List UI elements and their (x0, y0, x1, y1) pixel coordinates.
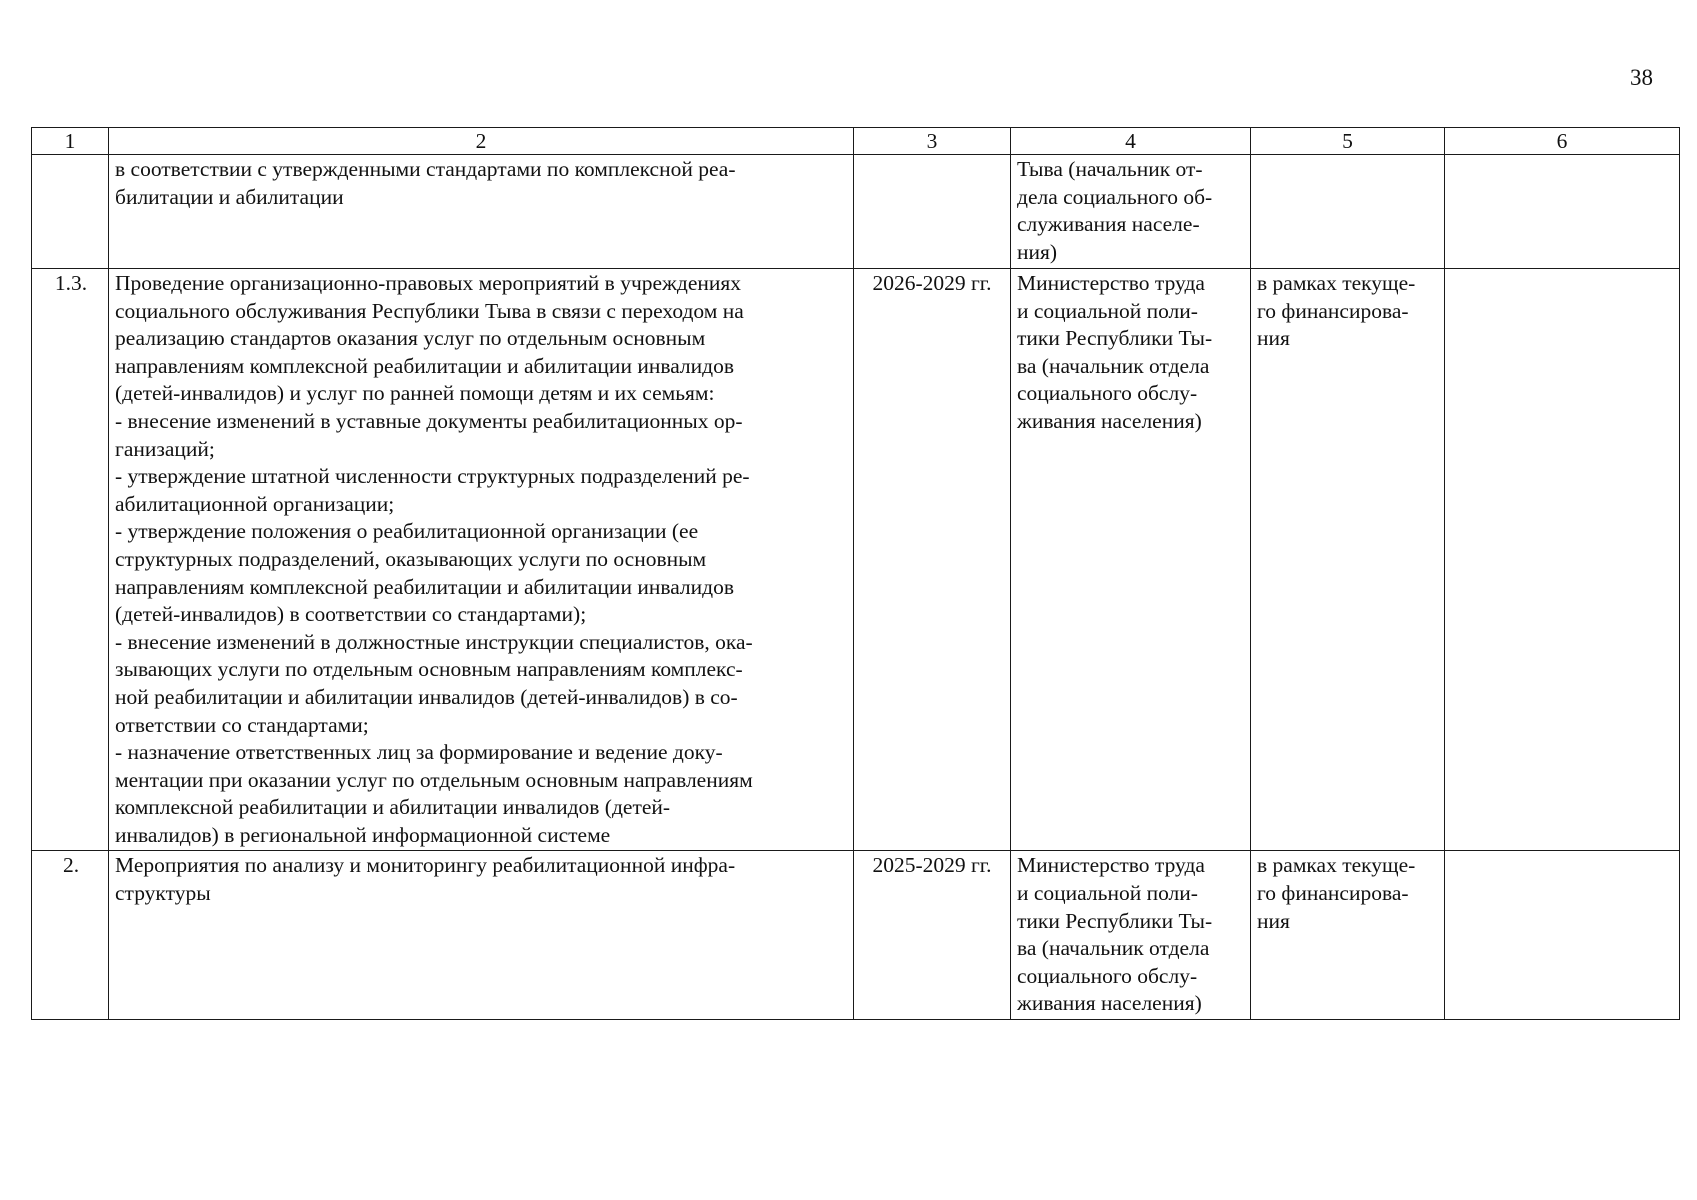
responsible-line: и социальной поли- (1017, 298, 1198, 323)
financing-line: ния (1257, 326, 1290, 351)
responsible-line: дела социального об- (1017, 184, 1213, 209)
implementation-period (854, 155, 1011, 269)
description-line: инвалидов) в региональной информационной системе (115, 822, 611, 847)
table-header-row (32, 128, 1680, 155)
table-row (32, 851, 1680, 1020)
measures-table (31, 127, 1680, 1020)
column-6-cell (1445, 851, 1680, 1020)
responsible-line: живания населения) (1017, 408, 1202, 433)
description-line: зывающих услуги по отдельным основным направлениям комплекс- (115, 657, 743, 682)
description-line: ответствии со стандартами; (115, 712, 369, 737)
column-header-5: 5 (1251, 128, 1445, 155)
column-6-cell (1445, 269, 1680, 851)
responsible-line: ва (начальник отдела (1017, 936, 1210, 961)
description-line: Проведение организационно-правовых мероприятий в учреждениях (115, 271, 742, 295)
implementation-period: 2026-2029 гг. (854, 269, 1011, 851)
financing-line: го финансирова- (1257, 881, 1409, 906)
description-line: структурных подразделений, оказывающих услуги по основным (115, 546, 707, 571)
responsible-line: Министерство труда (1017, 853, 1205, 878)
description-line: билитации и абилитации (115, 184, 344, 209)
description-line: (детей-инвалидов) и услуг по ранней помощи детям и их семьям: (115, 381, 715, 406)
page-number: 38 (1630, 65, 1653, 90)
responsible-line: Министерство труда (1017, 271, 1205, 295)
responsible-line: социального обслу- (1017, 963, 1198, 988)
measure-description (109, 155, 854, 269)
financing-line: в рамках текуще- (1257, 853, 1416, 878)
description-line: направлениям комплексной реабилитации и абилитации инвалидов (115, 574, 735, 599)
description-line: в соответствии с утвержденными стандартами по комплексной реа- (115, 157, 736, 181)
column-header-3: 3 (854, 128, 1011, 155)
table-row (32, 155, 1680, 269)
table-row (32, 269, 1680, 851)
measure-description (109, 851, 854, 1020)
column-header-1: 1 (32, 128, 109, 155)
description-line: социального обслуживания Республики Тыва в связи с переходом на (115, 298, 744, 323)
description-line: ганизаций; (115, 436, 215, 461)
description-line: реализацию стандартов оказания услуг по отдельным основным (115, 326, 706, 351)
description-line: - утверждение положения о реабилитационной организации (ее (115, 519, 699, 544)
financing-source (1251, 155, 1445, 269)
implementation-period: 2025-2029 гг. (854, 851, 1011, 1020)
column-header-4: 4 (1011, 128, 1251, 155)
responsible-line: ва (начальник отдела (1017, 353, 1210, 378)
responsible-line: живания населения) (1017, 991, 1202, 1016)
financing-line: го финансирова- (1257, 298, 1409, 323)
description-line: структуры (115, 881, 211, 906)
description-line: ментации при оказании услуг по отдельным основным направлениям (115, 767, 753, 792)
description-line: - утверждение штатной численности структурных подразделений ре- (115, 464, 750, 489)
item-number (32, 155, 109, 269)
table-body (32, 155, 1680, 1020)
description-line: - внесение изменений в уставные документы реабилитационных ор- (115, 408, 743, 433)
responsible-line: социального обслу- (1017, 381, 1198, 406)
financing-source (1251, 269, 1445, 851)
responsible-executor (1011, 155, 1251, 269)
description-line: направлениям комплексной реабилитации и абилитации инвалидов (115, 353, 735, 378)
responsible-line: ния) (1017, 239, 1058, 264)
responsible-line: служивания населе- (1017, 212, 1200, 237)
responsible-line: Тыва (начальник от- (1017, 157, 1203, 181)
column-6-cell (1445, 155, 1680, 269)
responsible-line: тики Республики Ты- (1017, 326, 1213, 351)
responsible-line: тики Республики Ты- (1017, 908, 1213, 933)
description-line: Мероприятия по анализу и мониторингу реабилитационной инфра- (115, 853, 736, 878)
financing-line: в рамках текуще- (1257, 271, 1416, 295)
description-line: ной реабилитации и абилитации инвалидов (детей-инвалидов) в со- (115, 684, 738, 709)
description-line: - внесение изменений в должностные инструкции специалистов, ока- (115, 629, 753, 654)
financing-source (1251, 851, 1445, 1020)
description-line: - назначение ответственных лиц за формирование и ведение доку- (115, 740, 723, 765)
responsible-line: и социальной поли- (1017, 881, 1198, 906)
description-line: (детей-инвалидов) в соответствии со стандартами); (115, 602, 587, 627)
responsible-executor (1011, 851, 1251, 1020)
column-header-6: 6 (1445, 128, 1680, 155)
description-line: комплексной реабилитации и абилитации инвалидов (детей- (115, 795, 671, 820)
column-header-2: 2 (109, 128, 854, 155)
description-line: абилитационной организации; (115, 491, 395, 516)
responsible-executor (1011, 269, 1251, 851)
item-number: 2. (32, 851, 109, 1020)
financing-line: ния (1257, 908, 1290, 933)
measure-description (109, 269, 854, 851)
item-number: 1.3. (32, 269, 109, 851)
